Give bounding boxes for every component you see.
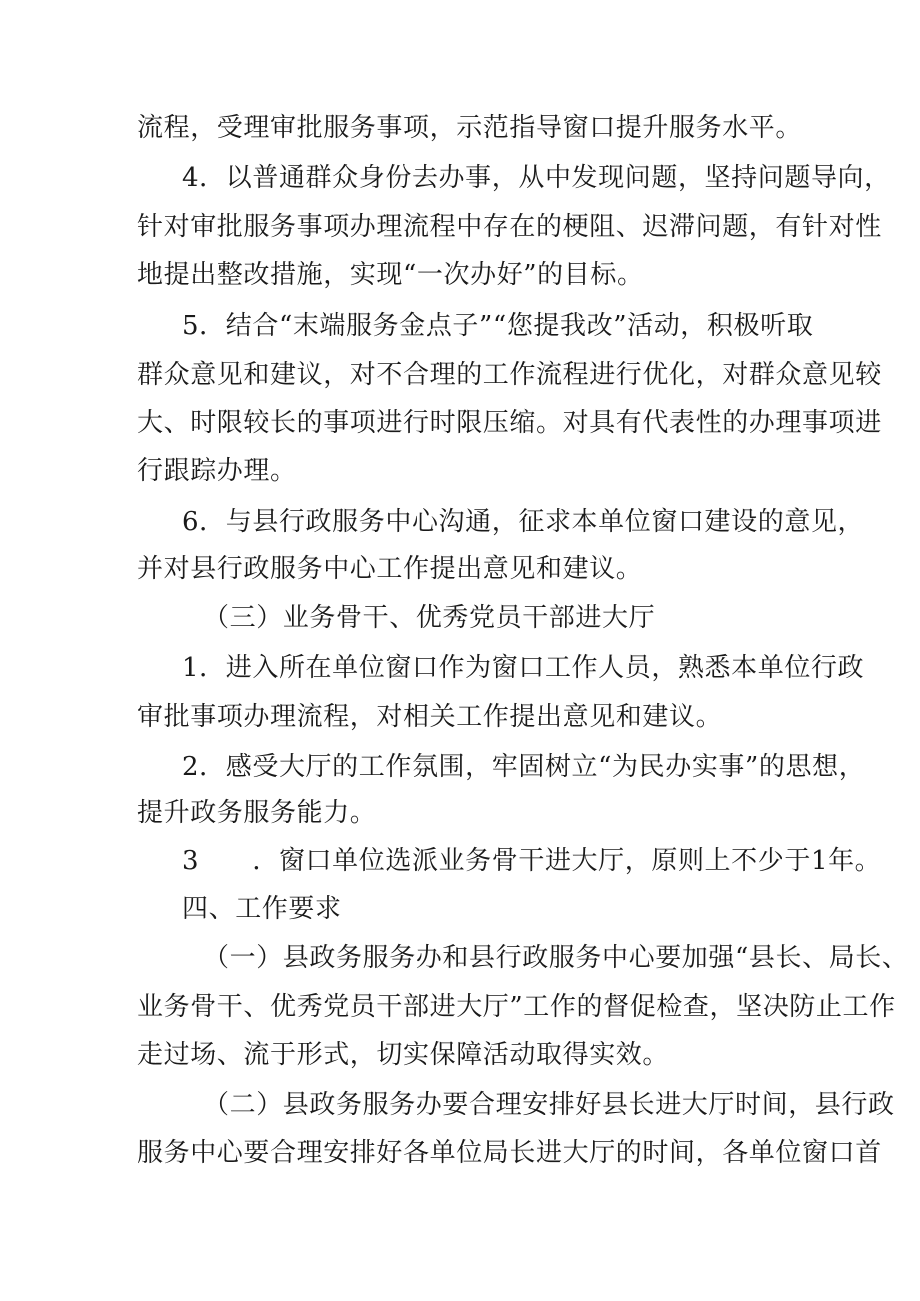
text-line: 2．感受大厅的工作氛围，牢固树立“为民办实事”的思想， xyxy=(182,752,866,782)
section-heading: （三）业务骨干、优秀党员干部进大厅 xyxy=(203,603,656,633)
text-line: （一）县政务服务办和县行政服务中心要加强“县长、局长、 xyxy=(203,943,909,973)
text-line: （二）县政务服务办要合理安排好县长进大厅时间，县行政 xyxy=(203,1090,895,1120)
text-line: 行跟踪办理。 xyxy=(137,456,297,486)
text-line: 地提出整改措施，实现“一次办好”的目标。 xyxy=(137,260,644,290)
text-line: 提升政务服务能力。 xyxy=(137,798,377,828)
text-line: 服务中心要合理安排好各单位局长进大厅的时间，各单位窗口首 xyxy=(137,1138,882,1168)
text-line: 并对县行政服务中心工作提出意见和建议。 xyxy=(137,554,643,584)
section-heading: 四、工作要求 xyxy=(182,894,342,924)
text-line: 6．与县行政服务中心沟通，征求本单位窗口建设的意见， xyxy=(182,507,865,537)
text-line: 审批事项办理流程，对相关工作提出意见和建议。 xyxy=(137,702,723,732)
text-line: 走过场、流于形式，切实保障活动取得实效。 xyxy=(137,1040,670,1070)
text-line: 群众意见和建议，对不合理的工作流程进行优化，对群众意见较 xyxy=(137,360,882,390)
text-line: 3 ．窗口单位选派业务骨干进大厅，原则上不少于1年。 xyxy=(182,846,882,876)
text-line: 针对审批服务事项办理流程中存在的梗阻、迟滞问题，有针对性 xyxy=(137,212,882,242)
text-line: 4．以普通群众身份去办事，从中发现问题，坚持问题导向， xyxy=(182,163,891,193)
text-line: 业务骨干、优秀党员干部进大厅”工作的督促检查，坚决防止工作 xyxy=(137,992,896,1022)
text-line: 1．进入所在单位窗口作为窗口工作人员，熟悉本单位行政 xyxy=(182,653,865,683)
text-line: 流程，受理审批服务事项，示范指导窗口提升服务水平。 xyxy=(137,113,803,143)
text-line: 大、时限较长的事项进行时限压缩。对具有代表性的办理事项进 xyxy=(137,408,882,438)
text-line: 5．结合“末端服务金点子”“您提我改”活动，积极听取 xyxy=(182,311,814,341)
